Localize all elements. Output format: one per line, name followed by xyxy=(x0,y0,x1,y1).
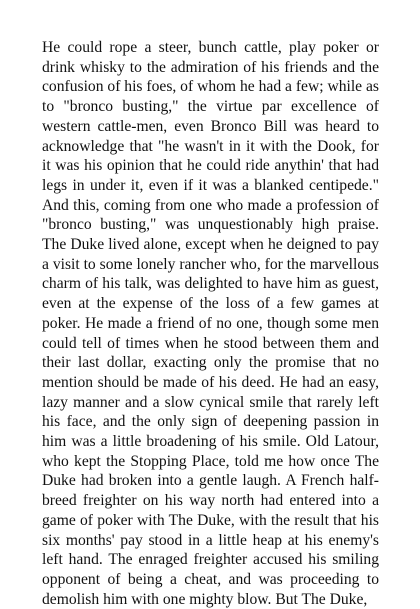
body-paragraph: He could rope a steer, bunch cattle, play poker or drink whisky to the admiration of his friends and the confusion of his foes, of whom he had a few; while as to "bronco busting," the virtue par excellence of western cattle-men, even Bronco Bill was heard to acknowledge that "he wasn't in it with the Dook, for it was his opinion that he could ride anythin' that had legs in under it, even if it was a blanked centipede." And this, coming from one who made a profession of "bronco busting," was unquestionably high praise. The Duke lived alone, except when he deigned to pay a visit to some lonely rancher who, for the marvellous charm of his talk, was delighted to have him as guest, even at the expense of the loss of a few games at poker. He made a friend of no one, though some men could tell of times when he stood between them and their last dollar, exacting only the promise that no mention should be made of his deed. He had an easy, lazy manner and a slow cynical smile that rarely left his face, and the only sign of deepening passion in him was a little broadening of his smile. Old Latour, who kept the Stopping Place, told me how once The Duke had broken into a gentle laugh. A French half-breed freighter on his way north had entered into a game of poker with The Duke, with the result that his six months' pay stood in a little heap at his enemy's left hand. The enraged freighter accused his smiling opponent of being a cheat, and was proceeding to demolish him with one mighty blow. But The Duke, xyxy=(42,39,379,608)
book-page xyxy=(42,38,379,609)
